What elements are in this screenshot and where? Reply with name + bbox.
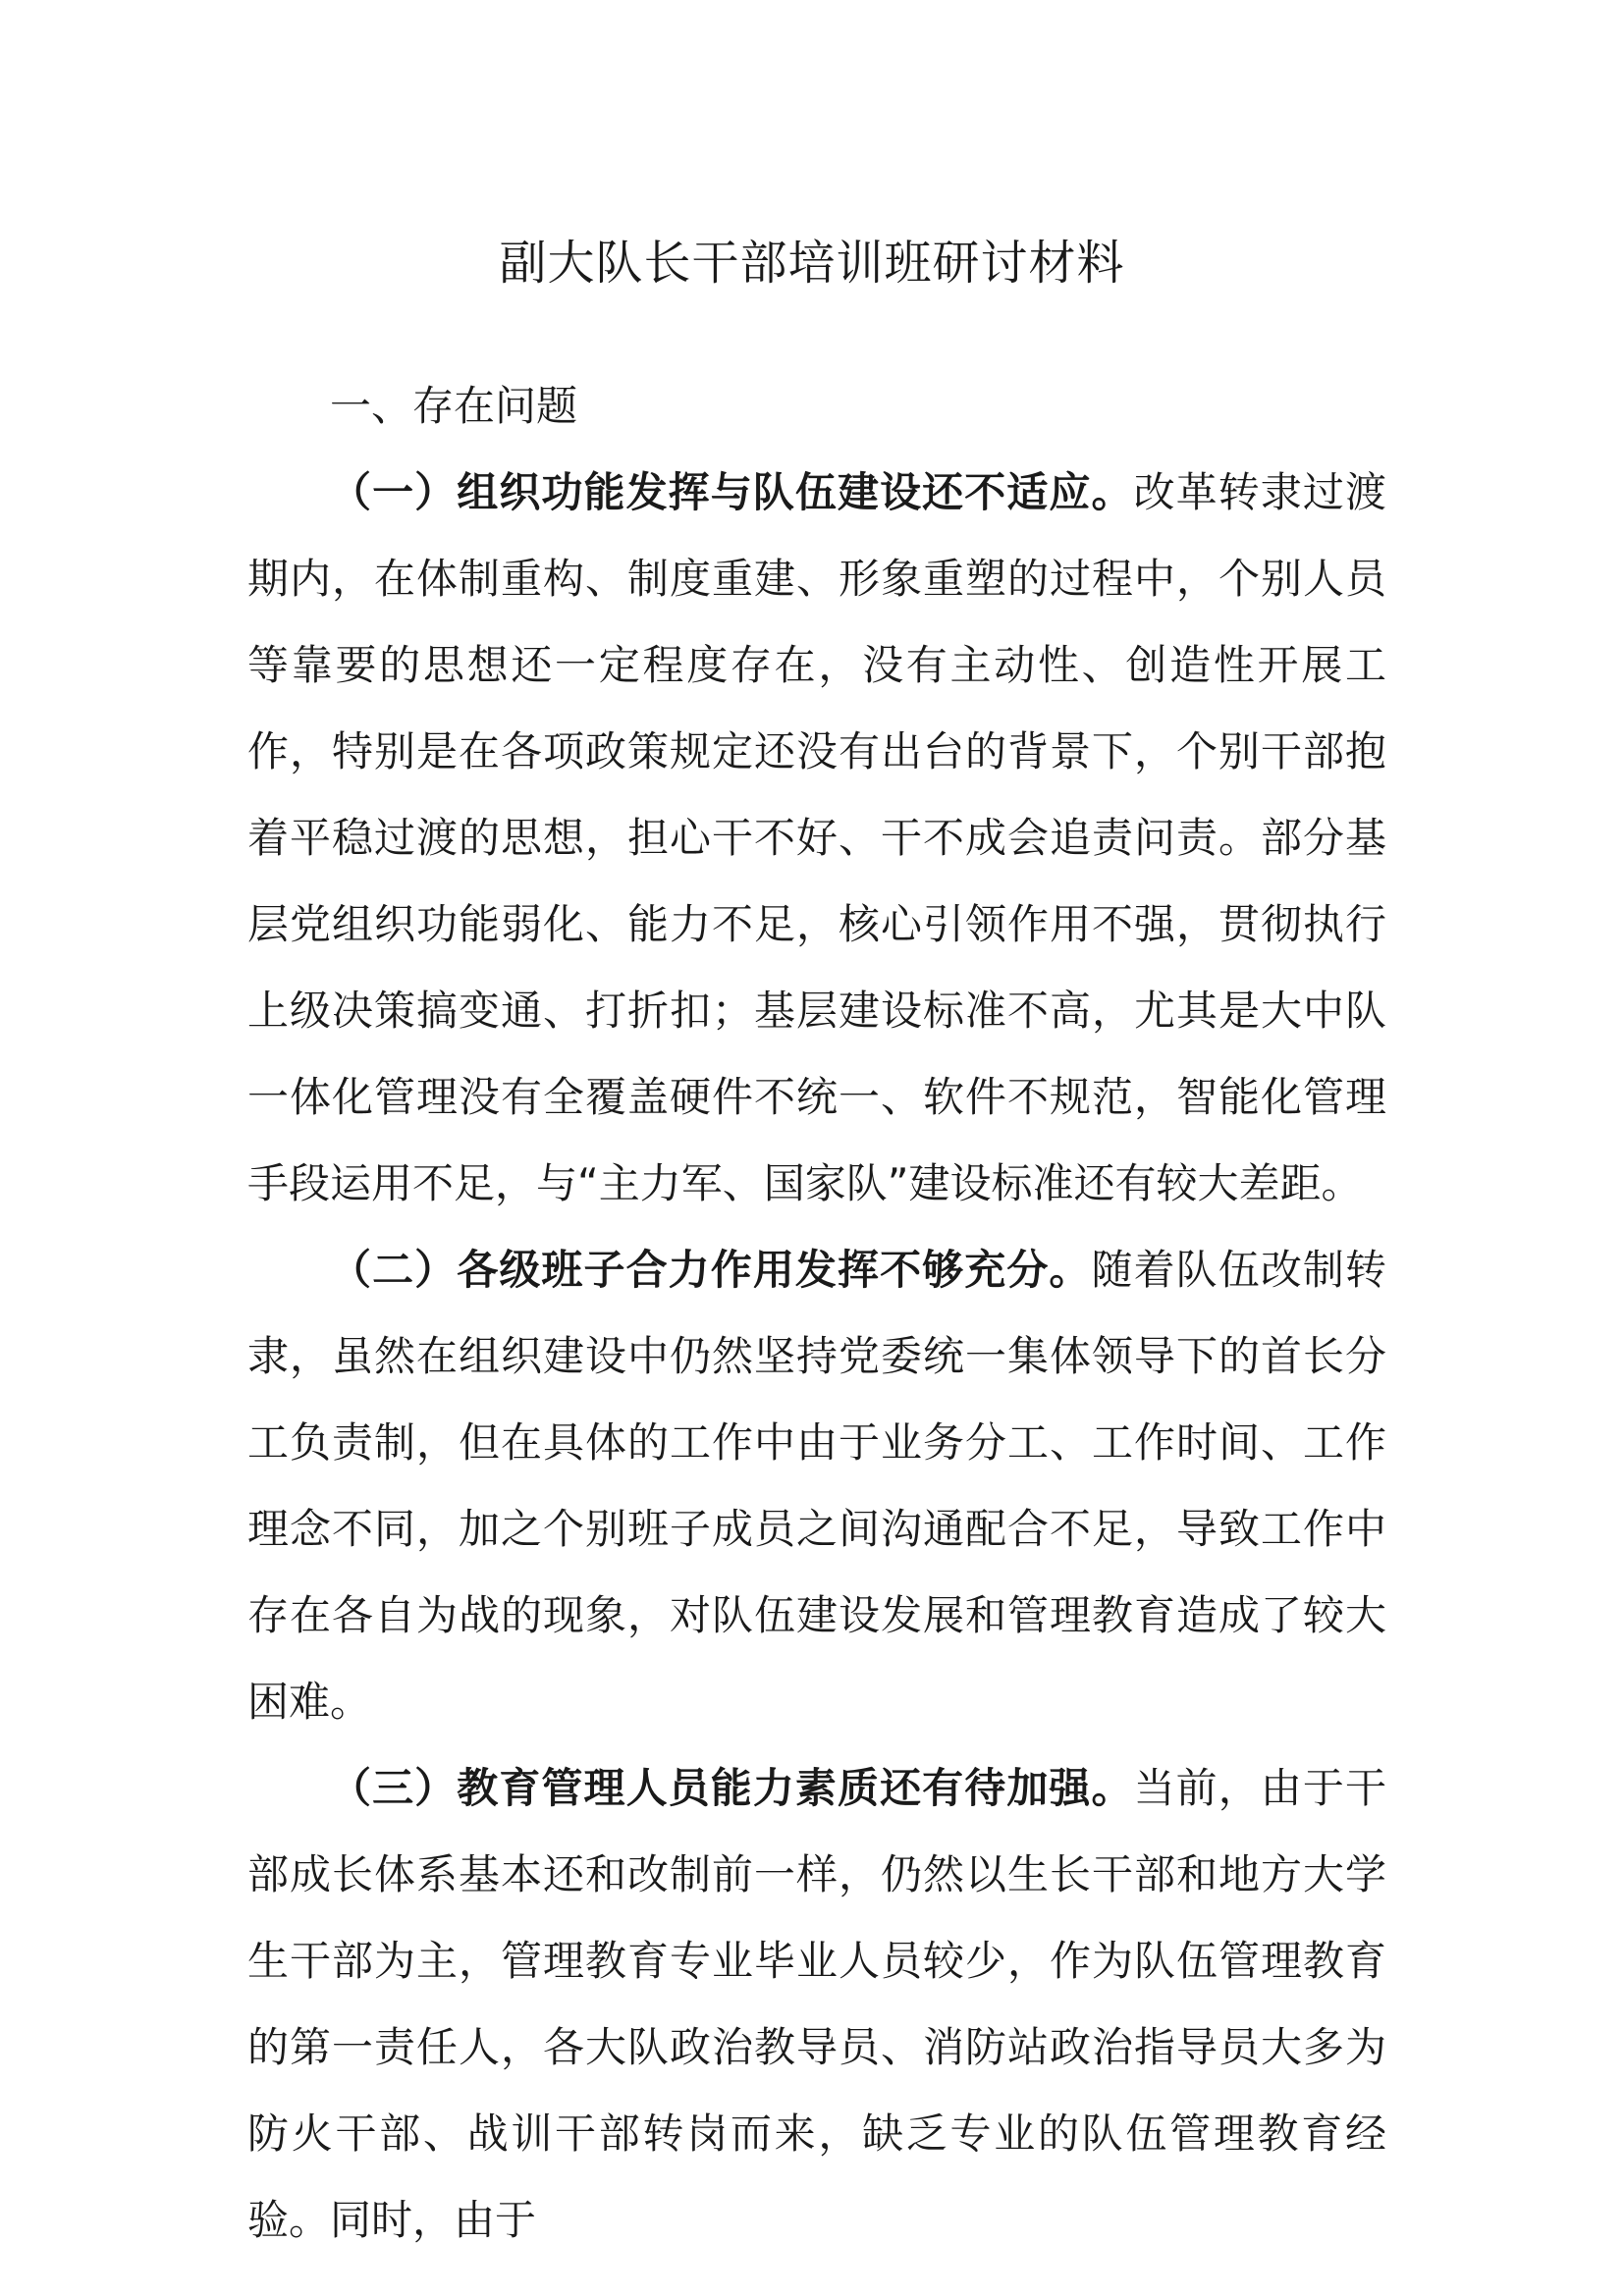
paragraph-2 <box>247 1227 1386 1745</box>
paragraph-3-text: 当前，由于干部成长体系基本还和改制前一样，仍然以生长干部和地方大学生干部为主，管理教育专业毕业人员较少，作为队伍管理教育的第一责任人，各大队政治教导员、消防站政治指导员大多为防火干部、战训干部转岗而来，缺乏专业的队伍管理教育经验。同时，由于 <box>247 1764 1386 2244</box>
paragraph-1-lead: （一）组织功能发挥与队伍建设还不适应。 <box>330 468 1134 516</box>
paragraph-1-text: 改革转隶过渡期内，在体制重构、制度重建、形象重塑的过程中，个别人员等靠要的思想还一定程度存在，没有主动性、创造性开展工作，特别是在各项政策规定还没有出台的背景下，个别干部抱着平稳过渡的思想，担心干不好、干不成会追责问责。部分基层党组织功能弱化、能力不足，核心引领作用不强，贯彻执行上级决策搞变通、打折扣；基层建设标准不高，尤其是大中队一体化管理没有全覆盖硬件不统一、软件不规范，智能化管理手段运用不足，与“主力军、国家队”建设标准还有较大差距。 <box>247 468 1386 1207</box>
section-heading: 一、存在问题 <box>330 382 578 430</box>
paragraph-2-text: 随着队伍改制转隶，虽然在组织建设中仍然坚持党委统一集体领导下的首长分工负责制，但在具体的工作中由于业务分工、工作时间、工作理念不同，加之个别班子成员之间沟通配合不足，导致工作中存在各自为战的现象，对队伍建设发展和管理教育造成了较大困难。 <box>247 1246 1386 1726</box>
paragraph-1 <box>247 450 1386 1227</box>
document-body <box>247 363 1386 2264</box>
paragraph-2-lead: （二）各级班子合力作用发挥不够充分。 <box>330 1246 1092 1294</box>
paragraph-3 <box>247 1745 1386 2264</box>
paragraph-3-lead: （三）教育管理人员能力素质还有待加强。 <box>330 1764 1134 1812</box>
document-title: 副大队长干部培训班研讨材料 <box>499 236 1125 291</box>
